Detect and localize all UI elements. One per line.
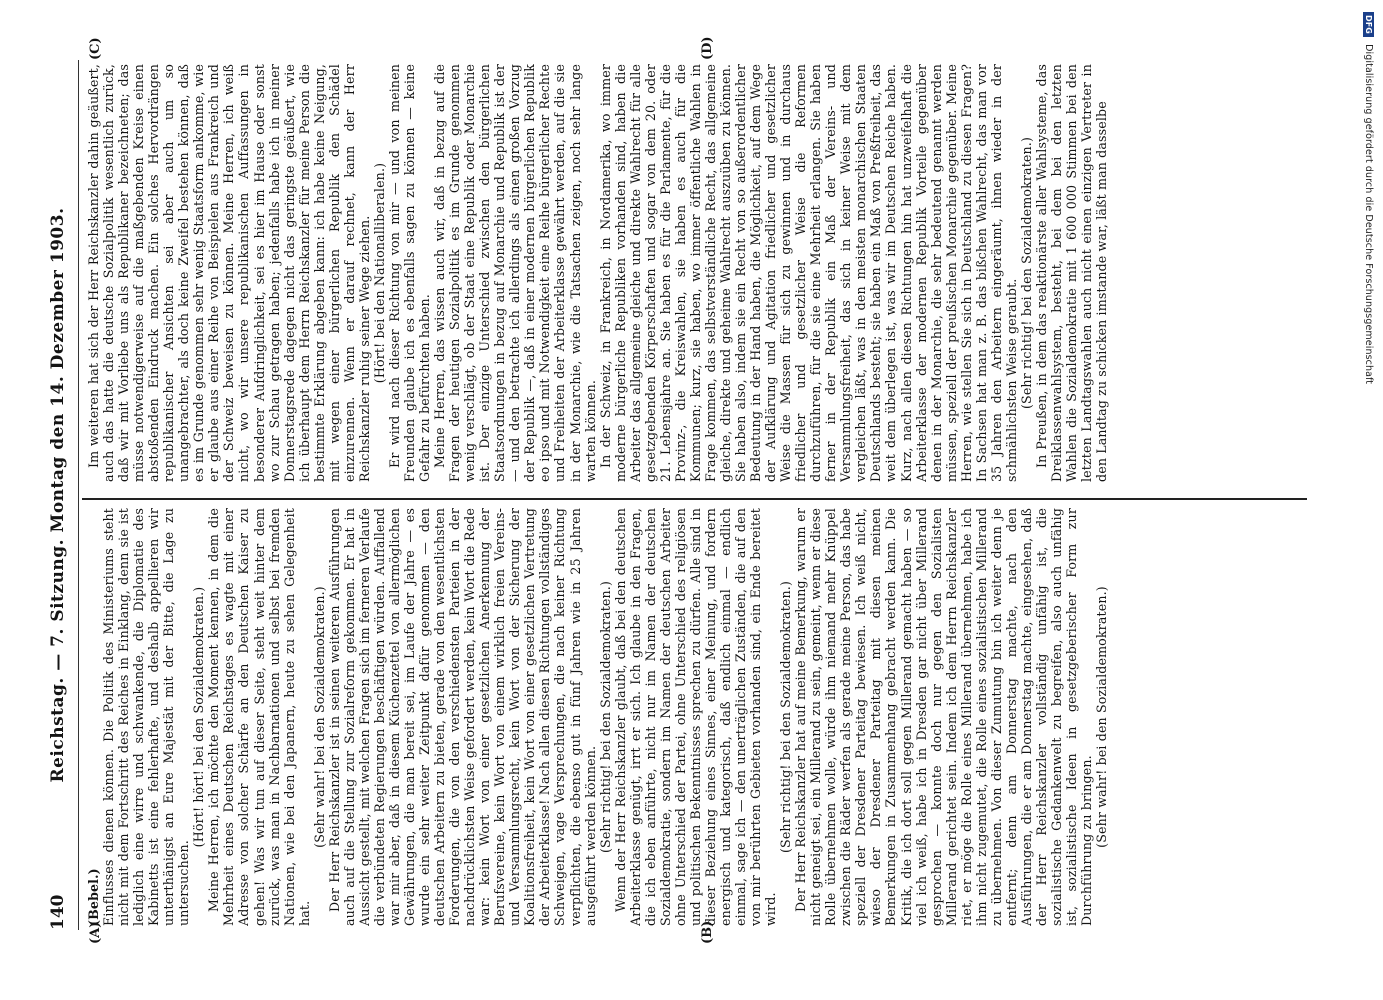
paragraph: Der Herr Reichskanzler ist in seinen weiteren Ausführungen auch auf die Stellung zur Sozialreform gekommen. Er hat in Aussicht gestellt, mit welchen Fragen sich im ferneren Verlaufe die verbündeten Regierungen beschäftigen würden. Auffallend war mir aber, daß in diesem Küchenzettel von allermöglichen Gewährungen, die man bereit sei, im Laufe der Jahre — es wurde ein sehr weiter Zeitpunkt dafür genommen — den deutschen Arbeitern zu bieten, gerade von den wesentlichsten Forderungen, die von den verschiedensten Parteien in der nachdrücklichsten Weise gefordert werden, kein Wort die Rede war: kein Wort von einer gesetzlichen Anerkennung der Berufsvereine, kein Wort von einem wirklich freien Vereins- und Versammlungsrecht, kein Wort von der Sicherung der Koalitionsfreiheit, kein Wort von einer gesetzlichen Vertretung der Arbeiterklasse! Nach allen diesen Richtungen vollständiges Schweigen, vage Versprechungen, die nach keiner Richtung verpflichten, die ebenso gut in fünf Jahren wie in 25 Jahren ausgeführt werden können. (326, 508, 598, 926)
interjection: (Sehr richtig! bei den Sozialdemokraten.) (778, 580, 794, 854)
margin-letter-a: (A) (88, 921, 103, 944)
margin-letter-c: (C) (88, 37, 103, 60)
margin-letter-b: (B) (700, 920, 715, 944)
page-number: 140 (48, 894, 68, 930)
header-rule (78, 60, 79, 930)
column-divider (82, 498, 1307, 500)
margin-letter-d: (D) (700, 36, 715, 60)
paragraph: Er wird nach dieser Richtung von mir — und von meinen Freunden glaube ich es ebenfalls sagen zu können — keine Gefahr zu befürchten haben. (386, 64, 433, 482)
interjection: (Sehr wahr! bei den Sozialdemokraten.) (311, 586, 327, 848)
paragraph: Wenn der Herr Reichskanzler glaubt, daß bei den deutschen Arbeiterklasse genügt, irrt er sich. Ich glaube in den Fragen, die ich eben anführte, nicht nur im Namen der deutschen Sozialdemokratie, sondern im Namen der deutschen Arbeiter ohne Unterschied der Partei, ohne Unterschied des religiösen und politischen Bekenntnisses sprechen zu dürfen. Alle sind in dieser Beziehung eines Sinnes, einer Meinung, und fordern energisch und kategorisch, daß endlich einmal — endlich einmal, sage ich — den unerträglichen Zuständen, die auf den von mir berührten Gebieten vorhanden sind, ein Ende bereitet wird. (612, 508, 779, 926)
speaker-label: (Bebel.) (86, 868, 101, 926)
paragraph: In der Schweiz, in Frankreich, in Nordamerika, wo immer moderne bürgerliche Republiken vorhanden sind, haben die Arbeiter das allgemeine gleiche und direkte Wahlrecht für alle gesetzgebenden Körperschaften und sogar von dem 20. oder 21. Lebensjahre an. Sie haben es für die Parlamente, für die Provinz-, die Kreiswahlen, sie haben es auch für die Kommunen; kurz, sie haben, wo immer öffentliche Wahlen in Frage kommen, das selbstverständliche Recht, das allgemeine gleiche, direkte und geheime Wahlrecht auszuüben zu können. Sie haben also, indem sie ein Recht von so außerordentlicher Bedeutung in der Hand haben, die Möglichkeit, auf dem Wege der Aufklärung und Agitation friedlicher und gesetzlicher Weise die Massen für sich zu gewinnen und in durchaus friedlicher und gesetzlicher Weise die Reformen durchzuführen, für die sie eine Mehrheit erlangen. Sie haben ferner in der Republik ein Maß der Vereins- und Versammlungsfreiheit, das sich in keiner Weise mit dem vergleichen läßt, was in den meisten monarchischen Staaten Deutschlands besteht; sie haben ein Maß von Preßfreiheit, das weit dem überlegen ist, was wir im Deutschen Reiche haben. Kurz, nach allen diesen Richtungen hin hat unzweifelhaft die Arbeiterklasse der modernen Republik Vorteile gegenüber denen in der Monarchie, die sehr bedeutend genannt werden müssen, speziell der preußischen Monarchie gegenüber. Meine Herren, wie stellen Sie sich in Deutschland zu diesen Fragen? In Sachsen hat man z. B. das bißchen Wahlrecht, das man vor 35 Jahren den Arbeitern eingeräumt, ihnen wieder in der schmählichsten Weise geraubt. (597, 64, 1019, 482)
paragraph: Im weiteren hat sich der Herr Reichskanzler dahin geäußert, auch das hatte die deutsche Sozialpolitik wesentlich zurück, daß wir mit Vorliebe uns als Republikaner bezeichneten; das müsse notwendigerweise auf die maßgebenden Kreise einen abstoßenden Eindruck machen. Ein solches Hervordrängen republikanischer Ansichten sei aber auch um so unangebrachter, als doch keine Zweifel bestehen können, daß es im Grunde genommen sehr wenig Staatsform ankomme, wie er glaube aus einer Reihe von Beispielen aus Frankreich und der Schweiz beweisen zu können. Meine Herren, ich weiß nicht, wo wir unsere republikanischen Auffassungen in besonderer Aufdringlichkeit, sei es hier im Hause oder sonst wo zur Schau getragen haben; jedenfalls habe ich in meiner Donnerstagsrede dagegen nicht das geringste geäußert, wie ich überhaupt dem Herrn Reichskanzler für meine Person die bestimmte Erklärung abgeben kann: ich habe keine Neigung, mit wegen einer bürgerlichen Republik den Schädel einzurennen. Wenn er darauf rechnet, kann der Herr Reichskanzler ruhig seiner Wege ziehen. (86, 64, 372, 482)
left-column (86, 508, 1306, 926)
interjection: (Sehr wahr! bei den Sozialdemokraten.) (1094, 586, 1110, 848)
right-column (86, 64, 1306, 482)
interjection: (Hört! hört! bei den Sozialdemokraten.) (191, 586, 207, 848)
paragraph: Meine Herren, ich möchte den Moment kennen, in dem die Mehrheit eines Deutschen Reichstages es wagte mit einer Adresse von solcher Schärfe an den Deutschen Kaiser zu gehen! Was wir tun auf dieser Seite, steht weit hinter dem zurück, was man in Nachbarnationen und selbst bei fremden Nationen, wie bei den Japanern, heute zu sehen Gelegenheit hat. (206, 508, 312, 926)
paragraph: Der Herr Reichskanzler hat auf meine Bemerkung, warum er nicht geneigt sei, ein Millerand zu sein, gemeint, wenn er diese Rolle übernehmen wolle, würde ihm niemand mehr Knüppel zwischen die Räder werfen als gerade meine Person, das habe speziell der Dresdener Parteitag bewiesen. Ich weiß nicht, wieso der Dresdener Parteitag mit diesen meinen Bemerkungen in Zusammenhang gebracht werden kann. Die Kritik, die ich dort soll gegen Millerand gemacht haben — so viel ich weiß, habe ich in Dresden gar nicht über Millerand gesprochen — konnte doch nur gegen den Sozialisten Millerand gerichtet sein. Indem ich dem Herrn Reichskanzler riet, er möge die Rolle eines Millerand übernehmen, habe ich ihm nicht zugemutet, die Rolle eines sozialistischen Millerand zu übernehmen. Von dieser Zumutung bin ich weiter denn je entfernt; denn am Donnerstag machte, nach den Ausführungen, die er am Donnerstag machte, eingesehen, daß der Herr Reichskanzler vollständig unfähig ist, die sozialistische Gedankenwelt zu begreifen, also auch unfähig ist, sozialistische Ideen in gesetzgeberischer Form zur Durchführung zu bringen. (793, 508, 1095, 926)
interjection: (Sehr richtig! bei den Sozialdemokraten.) (1018, 136, 1034, 410)
dfg-attribution (1363, 12, 1374, 384)
dfg-logo: DFG (1363, 12, 1374, 37)
paragraph: Einflusses dienen können. Die Politik des Ministeriums steht nicht mit dem Fortschritt des Reiches in Einklang, denn sie ist lediglich eine wirre und schwankende, die Diplomatie des Kabinetts ist eine fehlerhafte, und deshalb appellieren wir unterthänigst an Eure Majestät mit der Bitte, die Lage zu untersuchen. (101, 508, 192, 926)
paragraph: In Preußen, in dem das reaktionärste aller Wahlsysteme, das Dreiklassenwahlsystem, besteht, bei dem bei den letzten Wahlen die Sozialdemokratie mit 1 600 000 Stimmen bei den letzten Landtagswahlen auch nicht einen einzigen Vertreter in den Landtag zu schicken imstande war, läßt man dasselbe (1033, 64, 1110, 482)
interjection: (Hört! bei den Nationalliberalen.) (371, 162, 387, 384)
dfg-attribution-text: Digitalisierung gefördert durch die Deutsche Forschungsgemeinschaft (1363, 44, 1374, 385)
page-title: Reichstag. — 7. Sitzung. Montag den 14. Dezember 1903. (48, 207, 68, 783)
interjection: (Sehr richtig! bei den Sozialdemokraten.) (597, 580, 613, 854)
paragraph: Meine Herren, das wissen auch wir, daß in bezug auf die Fragen der heutigen Sozialpolitik es im Grunde genommen wenig verschlägt, ob der Staat eine Republik oder Monarchie ist. Der einzige Unterschied zwischen den bürgerlichen Staatsordnungen in bezug auf Monarchie und Republik ist der — und den betrachte ich allerdings als einen großen Vorzug der Republik —, daß in einer modernen bürgerlichen Republik eo ipso und mit Notwendigkeit eine Reihe bürgerlicher Rechte und Freiheiten der Arbeiterklasse gewährt werden, auf die sie in der Monarchie, wie die Tatsachen zeigen, noch sehr lange warten können. (432, 64, 598, 482)
page-header (48, 60, 76, 930)
